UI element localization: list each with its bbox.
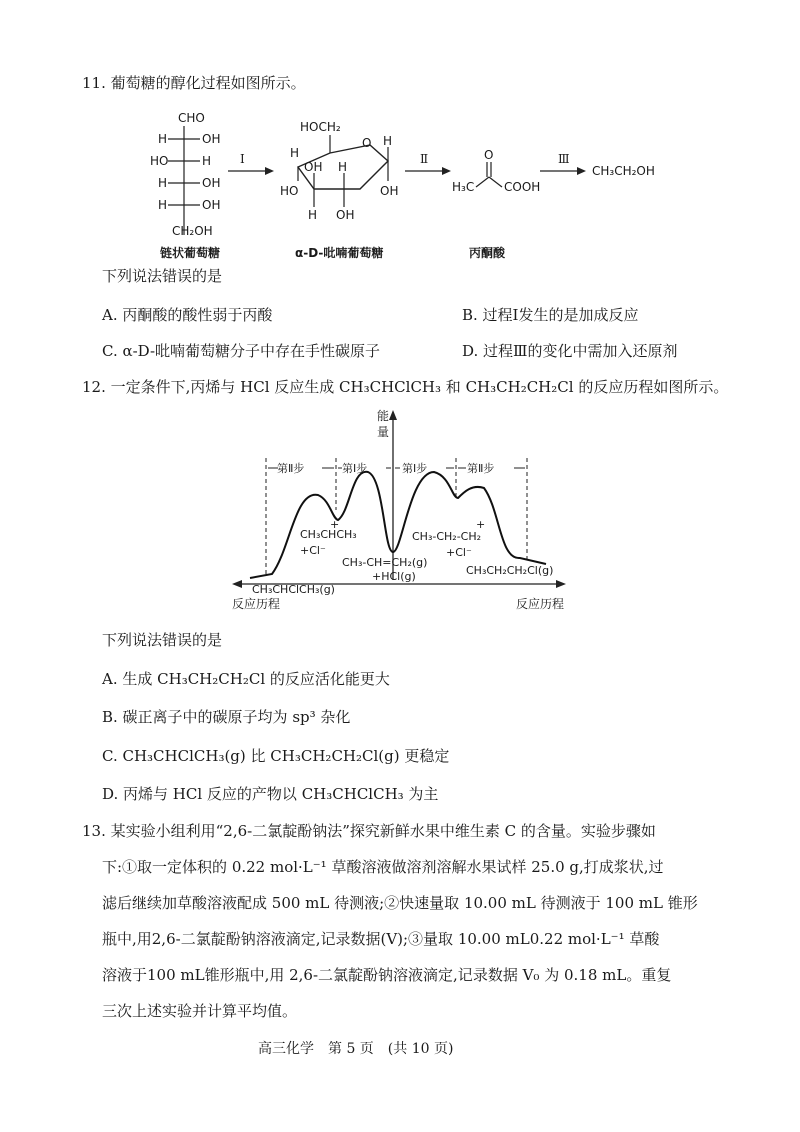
reactant: CH₃-CH=CH₂(g) — [342, 556, 428, 569]
atom: OH — [202, 176, 221, 190]
x-left-label: 反应历程 — [232, 597, 281, 611]
step-label: 第Ⅰ步 — [342, 462, 368, 475]
svg-text:Ⅲ: Ⅲ — [558, 152, 570, 166]
reactant-hcl: +HCl(g) — [372, 570, 416, 583]
arrow-2 — [405, 152, 451, 175]
right-intermediate: CH₃-CH₂-CH₂ — [412, 530, 482, 543]
atom: H — [290, 146, 300, 160]
atom: H — [158, 132, 168, 146]
q13-line-1: 13. 某实验小组利用“2,6-二氯靛酚钠法”探究新鲜水果中维生素 C 的含量。实验步骤如 — [82, 822, 656, 840]
q12-option-c[interactable]: C. CH₃CHClCH₃(g) 比 CH₃CH₂CH₂Cl(g) 更稳定 — [102, 747, 450, 765]
caption-pyruvic: 丙酮酸 — [469, 246, 506, 260]
q13-line-3: 滤后继续加草酸溶液配成 500 mL 待测液;②快速量取 10.00 mL 待测液于 100 mL 锥形 — [102, 894, 698, 912]
q13-line-2: 下:①取一定体积的 0.22 mol·L⁻¹ 草酸溶液做溶剂溶解水果试样 25.0 g,打成浆状,过 — [102, 858, 664, 876]
svg-text:Ⅰ: Ⅰ — [240, 152, 245, 166]
atom: OH — [202, 198, 221, 212]
arrow-1 — [228, 152, 274, 175]
energy-axis-label-1: 能 — [377, 409, 390, 423]
x-right-label: 反应历程 — [516, 597, 565, 611]
atom: OH — [304, 160, 323, 174]
q11-option-d[interactable]: D. 过程Ⅲ的变化中需加入还原剂 — [462, 342, 678, 360]
q12-question: 下列说法错误的是 — [102, 631, 223, 649]
ethanol: CH₃CH₂OH — [592, 164, 655, 178]
q11-option-b[interactable]: B. 过程Ⅰ发生的是加成反应 — [462, 306, 639, 324]
atom: OH — [380, 184, 399, 198]
q11-option-a[interactable]: A. 丙酮酸的酸性弱于丙酸 — [102, 306, 273, 324]
atom: H — [158, 176, 168, 190]
atom: HOCH₂ — [300, 120, 341, 134]
atom-o: O — [484, 148, 494, 162]
atom: H — [202, 154, 212, 168]
step-label: 第Ⅱ步 — [277, 462, 305, 475]
atom-cooh: COOH — [504, 180, 541, 194]
arrow-3 — [540, 152, 586, 175]
plus-sign: + — [330, 518, 340, 531]
step-label: 第Ⅱ步 — [467, 462, 495, 475]
q13-line-6: 三次上述实验并计算平均值。 — [102, 1002, 298, 1020]
left-intermediate: CH₃CHCH₃ — [300, 528, 357, 541]
right-product: CH₃CH₂CH₂Cl(g) — [466, 564, 554, 577]
linear-glucose — [150, 111, 220, 260]
step-label: 第Ⅰ步 — [402, 462, 428, 475]
atom-cho: CHO — [178, 111, 205, 125]
q12-option-d[interactable]: D. 丙烯与 HCl 反应的产物以 CH₃CHClCH₃ 为主 — [102, 785, 439, 803]
q12-option-b[interactable]: B. 碳正离子中的碳原子均为 sp³ 杂化 — [102, 708, 351, 726]
atom: H — [308, 208, 318, 222]
q13-line-5: 溶液于100 mL锥形瓶中,用 2,6-二氯靛酚钠溶液滴定,记录数据 V₀ 为 0.18 mL。重复 — [102, 966, 672, 984]
atom: OH — [336, 208, 355, 222]
right-intermediate-ion: +Cl⁻ — [446, 546, 472, 559]
energy-axis-label-2: 量 — [377, 425, 390, 439]
q12-energy-diagram — [0, 400, 800, 625]
q13-line-4: 瓶中,用2,6-二氯靛酚钠溶液滴定,记录数据(V);③量取 10.00 mL0.22 mol·L⁻¹ 草酸 — [102, 930, 660, 948]
left-intermediate-ion: +Cl⁻ — [300, 544, 326, 557]
q11-option-c[interactable]: C. α-D-吡喃葡萄糖分子中存在手性碳原子 — [102, 342, 381, 360]
left-product: CH₃CHClCH₃(g) — [252, 583, 335, 596]
atom: HO — [150, 154, 169, 168]
q11-reaction-scheme — [0, 95, 800, 270]
page-footer: 高三化学 第 5 页 (共 10 页) — [258, 1041, 454, 1057]
atom: OH — [202, 132, 221, 146]
atom-ring-o: O — [362, 136, 372, 150]
atom: H — [158, 198, 168, 212]
q11-question: 下列说法错误的是 — [102, 267, 223, 285]
svg-text:Ⅱ: Ⅱ — [420, 152, 429, 166]
atom: HO — [280, 184, 299, 198]
q12-stem: 12. 一定条件下,丙烯与 HCl 反应生成 CH₃CHClCH₃ 和 CH₃CH₂CH₂Cl 的反应历程如图所示。 — [82, 378, 729, 396]
atom: H — [383, 134, 393, 148]
atom-h3c: H₃C — [452, 180, 475, 194]
plus-sign: + — [476, 518, 486, 531]
atom-ch2oh: CH₂OH — [172, 224, 213, 238]
q12-option-a[interactable]: A. 生成 CH₃CH₂CH₂Cl 的反应活化能更大 — [102, 670, 390, 688]
q11-stem: 11. 葡萄糖的醇化过程如图所示。 — [82, 74, 306, 92]
caption-linear: 链状葡萄糖 — [160, 246, 221, 260]
pyranose-ring — [280, 120, 398, 260]
pyruvic-acid — [452, 148, 540, 260]
atom: H — [338, 160, 348, 174]
caption-ring: α-D-吡喃葡萄糖 — [295, 246, 384, 260]
